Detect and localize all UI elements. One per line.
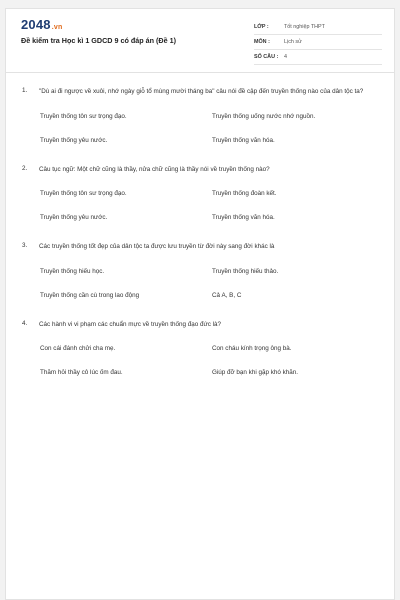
question-text: Các hành vi vi phạm các chuẩn mực về truyền thống đạo đức là? [39,320,222,328]
logo-text: 2048 [21,17,51,32]
document-header [6,9,394,72]
answer-option[interactable]: Truyền thống hiếu thảo. [212,267,279,275]
meta-row-subject [254,35,382,50]
question-number: 2. [22,164,28,172]
answer-option[interactable]: Truyền thống uống nước nhớ nguồn. [212,112,316,120]
document-page [5,8,395,600]
question-number: 4. [22,319,28,327]
question-text: Câu tục ngữ: Một chữ cũng là thầy, nửa chữ cũng là thầy nói về truyền thống nào? [39,165,270,173]
site-logo[interactable] [21,17,62,32]
question-list [6,87,394,377]
question-3 [22,242,382,300]
answer-option[interactable]: Truyền thống hiếu học. [40,267,105,275]
question-text: Các truyền thống tốt đẹp của dân tộc ta được lưu truyền từ đời này sang đời khác là [39,243,275,250]
answer-options [40,344,382,377]
question-text: "Dù ai đi ngược về xuôi, nhớ ngày giỗ tổ mùng mười tháng ba" câu nói đề cập đến truyền thống nào của dân tộc ta? [39,88,364,95]
answer-option[interactable]: Truyền thống văn hóa. [212,136,275,144]
answer-option[interactable]: Truyền thống văn hóa. [212,214,275,221]
answer-option[interactable]: Truyền thống yêu nước. [40,136,108,144]
answer-option[interactable]: Truyền thống tôn sư trọng đạo. [40,112,127,120]
answer-options [40,267,382,300]
meta-row-class [254,20,382,35]
logo-suffix: .vn [51,24,63,31]
answer-option[interactable]: Truyền thống tôn sư trọng đạo. [40,190,127,197]
question-4 [22,320,382,378]
question-1 [22,87,382,145]
meta-label: MÔN : [254,39,270,45]
meta-row-count [254,50,382,65]
meta-value: Lịch sử [284,39,302,45]
meta-label: SỐ CÂU : [254,54,279,60]
answer-option[interactable]: Thăm hỏi thầy cô lúc ốm đau. [40,369,123,376]
answer-options [40,189,382,222]
answer-options [40,112,382,145]
meta-label: LỚP : [254,24,269,30]
answer-option[interactable]: Truyền thống đoàn kết. [212,190,277,197]
answer-option[interactable]: Con cái đánh chửi cha mẹ. [40,345,116,352]
question-number: 1. [22,87,28,94]
answer-option[interactable]: Truyền thống yêu nước. [40,214,108,221]
answer-option[interactable]: Giúp đỡ bạn khi gặp khó khăn. [212,369,299,376]
answer-option[interactable]: Cả A, B, C [212,291,242,299]
header-divider [6,72,394,73]
meta-value: 4 [284,54,287,60]
answer-option[interactable]: Con cháu kính trọng ông bà. [212,345,292,352]
document-title: Đề kiểm tra Học kì 1 GDCD 9 có đáp án (Đề 1) [21,36,176,45]
question-2 [22,165,382,223]
meta-value: Tốt nghiệp THPT [284,24,325,30]
document-meta [254,20,382,65]
answer-option[interactable]: Truyền thống cần cù trong lao động [40,291,140,299]
question-number: 3. [22,242,28,249]
